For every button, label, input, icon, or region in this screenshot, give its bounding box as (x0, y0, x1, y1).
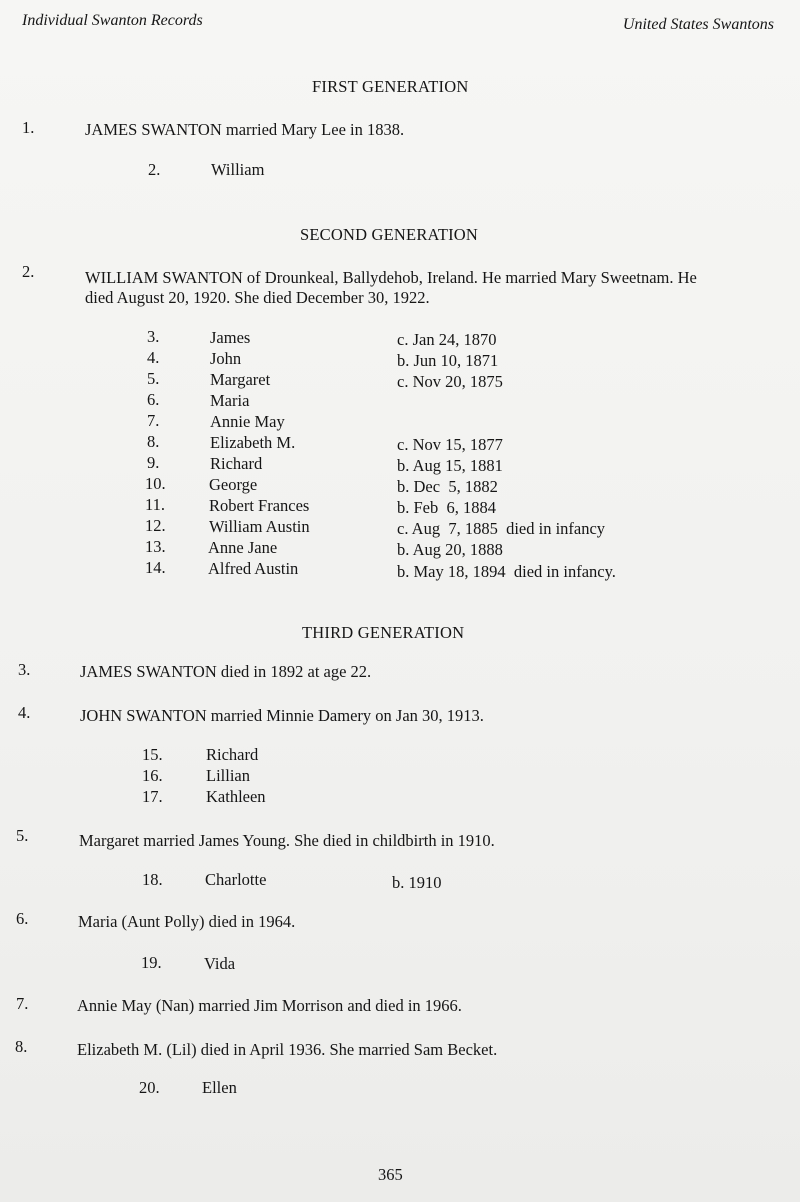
entry-line: WILLIAM SWANTON of Drounkeal, Ballydehob, Ireland. He married Mary Sweetnam. He (85, 268, 697, 287)
section-title-second-generation: SECOND GENERATION (300, 225, 479, 244)
section-title-third-generation: THIRD GENERATION (302, 623, 465, 642)
child-number: 5. (147, 369, 160, 388)
child-name: William (211, 160, 265, 179)
child-name: Richard (210, 454, 263, 473)
entry-number: 2. (22, 262, 35, 281)
child-name: Annie May (210, 412, 285, 431)
child-name: Margaret (210, 370, 271, 389)
child-date: b. Jun 10, 1871 (397, 351, 499, 370)
entry-text: JAMES SWANTON married Mary Lee in 1838. (85, 120, 405, 139)
child-name: George (209, 475, 258, 494)
child-date: c. Nov 20, 1875 (397, 372, 503, 391)
entry-text: Maria (Aunt Polly) died in 1964. (78, 912, 296, 931)
child-number: 11. (145, 495, 166, 514)
entry-number: 7. (16, 994, 29, 1013)
child-number: 17. (142, 787, 163, 806)
child-number: 19. (141, 953, 162, 972)
child-date: b. Feb 6, 1884 (397, 498, 496, 517)
child-name: Robert Frances (209, 496, 310, 515)
child-number: 10. (145, 474, 166, 493)
page-number: 365 (378, 1165, 403, 1184)
entry-number: 8. (15, 1037, 28, 1056)
child-number: 2. (148, 160, 161, 179)
header-left: Individual Swanton Records (22, 12, 203, 29)
child-number: 18. (142, 870, 163, 889)
child-number: 20. (139, 1078, 160, 1097)
entry-number: 1. (22, 118, 35, 137)
entry-text: Elizabeth M. (Lil) died in April 1936. She married Sam Becket. (77, 1040, 498, 1059)
child-name: William Austin (209, 517, 310, 536)
child-date: b. Aug 20, 1888 (397, 540, 503, 559)
child-name: Lillian (206, 766, 250, 785)
entry-number: 4. (18, 703, 31, 722)
child-date: c. Aug 7, 1885 died in infancy (397, 519, 606, 538)
entry-number: 3. (18, 660, 31, 679)
child-date: b. Aug 15, 1881 (397, 456, 503, 475)
child-date: b. 1910 (392, 873, 442, 892)
entry-text: JOHN SWANTON married Minnie Damery on Jan 30, 1913. (80, 706, 484, 725)
child-number: 13. (145, 537, 166, 556)
child-number: 14. (145, 558, 166, 577)
child-name: Maria (210, 391, 250, 410)
child-date: c. Jan 24, 1870 (397, 330, 497, 349)
child-name: Anne Jane (208, 538, 278, 557)
entry-number: 5. (16, 826, 29, 845)
entry-text: Annie May (Nan) married Jim Morrison and died in 1966. (77, 996, 462, 1015)
entry-paragraph (85, 268, 785, 308)
child-name: Richard (206, 745, 259, 764)
entry-line: died August 20, 1920. She died December 30, 1922. (85, 288, 430, 307)
child-name: Alfred Austin (208, 559, 299, 578)
entry-text: Margaret married James Young. She died in childbirth in 1910. (79, 831, 495, 850)
child-number: 8. (147, 432, 160, 451)
entry-text: JAMES SWANTON died in 1892 at age 22. (80, 662, 372, 681)
child-number: 4. (147, 348, 160, 367)
child-date: b. Dec 5, 1882 (397, 477, 498, 496)
child-number: 6. (147, 390, 160, 409)
entry-number: 6. (16, 909, 29, 928)
child-number: 12. (145, 516, 166, 535)
header-right: United States Swantons (622, 16, 774, 33)
child-number: 15. (142, 745, 163, 764)
child-number: 7. (147, 411, 160, 430)
child-number: 9. (147, 453, 160, 472)
child-date: b. May 18, 1894 died in infancy. (397, 562, 616, 581)
child-name: Ellen (202, 1078, 237, 1097)
child-name: John (210, 349, 242, 368)
child-number: 3. (147, 327, 160, 346)
section-title-first-generation: FIRST GENERATION (312, 77, 469, 96)
child-name: Elizabeth M. (210, 433, 296, 452)
child-number: 16. (142, 766, 163, 785)
child-name: Kathleen (206, 787, 266, 806)
child-name: James (210, 328, 251, 347)
child-name: Charlotte (205, 870, 267, 889)
child-name: Vida (204, 954, 236, 973)
child-date: c. Nov 15, 1877 (397, 435, 503, 454)
